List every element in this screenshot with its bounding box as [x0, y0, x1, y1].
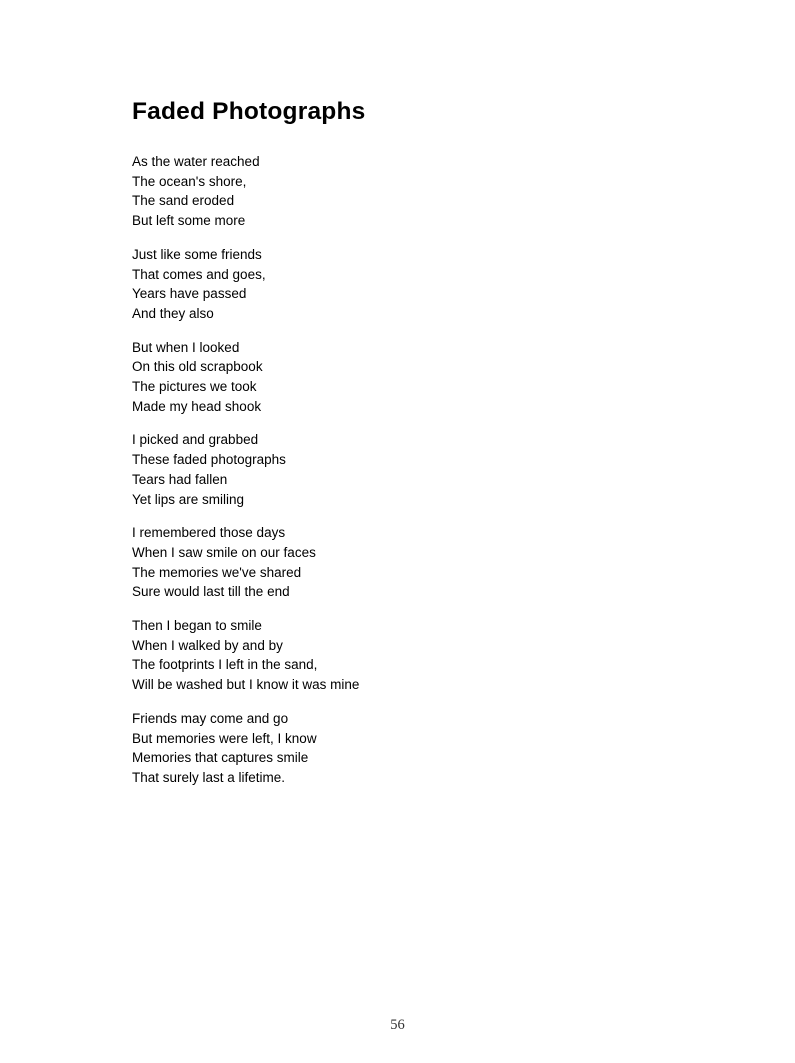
poem-line: The footprints I left in the sand,: [132, 657, 318, 673]
poem-line: I remembered those days: [132, 525, 286, 541]
poem-line: Will be washed but I know it was mine: [132, 677, 360, 693]
poem-line: When I saw smile on our faces: [132, 544, 316, 560]
poem-line: The pictures we took: [132, 379, 257, 395]
poem-line: These faded photographs: [132, 452, 286, 468]
poem-line: Just like some friends: [132, 246, 262, 262]
poem-stanza: [132, 523, 692, 602]
poem-stanza: [132, 152, 692, 231]
poem-line: The sand eroded: [132, 193, 235, 209]
poem-body: [132, 152, 692, 788]
poem-line: When I walked by and by: [132, 637, 283, 653]
poem-stanza: [132, 338, 692, 417]
poem-line: Memories that captures smile: [132, 750, 309, 766]
poem-stanza: [132, 245, 692, 324]
poem-line: Tears had fallen: [132, 471, 228, 487]
poem-line: But when I looked: [132, 339, 240, 355]
poem-stanza: [132, 430, 692, 509]
page-content: [132, 98, 692, 802]
poem-line: I picked and grabbed: [132, 432, 259, 448]
poem-line: But left some more: [132, 213, 246, 229]
poem-line: Friends may come and go: [132, 710, 289, 726]
poem-line: That surely last a lifetime.: [132, 769, 286, 785]
poem-line: That comes and goes,: [132, 266, 266, 282]
poem-stanza: [132, 616, 692, 695]
poem-line: Years have passed: [132, 286, 247, 302]
poem-line: The ocean's shore,: [132, 173, 247, 189]
poem-line: Yet lips are smiling: [132, 491, 245, 507]
poem-line: Made my head shook: [132, 398, 262, 414]
poem-line: On this old scrapbook: [132, 359, 263, 375]
poem-line: Sure would last till the end: [132, 584, 290, 600]
poem-line: Then I began to smile: [132, 618, 262, 634]
poem-line: The memories we've shared: [132, 564, 302, 580]
poem-line: As the water reached: [132, 154, 260, 169]
poem-line: And they also: [132, 305, 214, 321]
page-number: 56: [390, 1017, 405, 1033]
page-footer: [0, 1016, 795, 1034]
poem-stanza: [132, 709, 692, 788]
poem-line: But memories were left, I know: [132, 730, 317, 746]
page-title: Faded Photographs: [132, 98, 366, 125]
